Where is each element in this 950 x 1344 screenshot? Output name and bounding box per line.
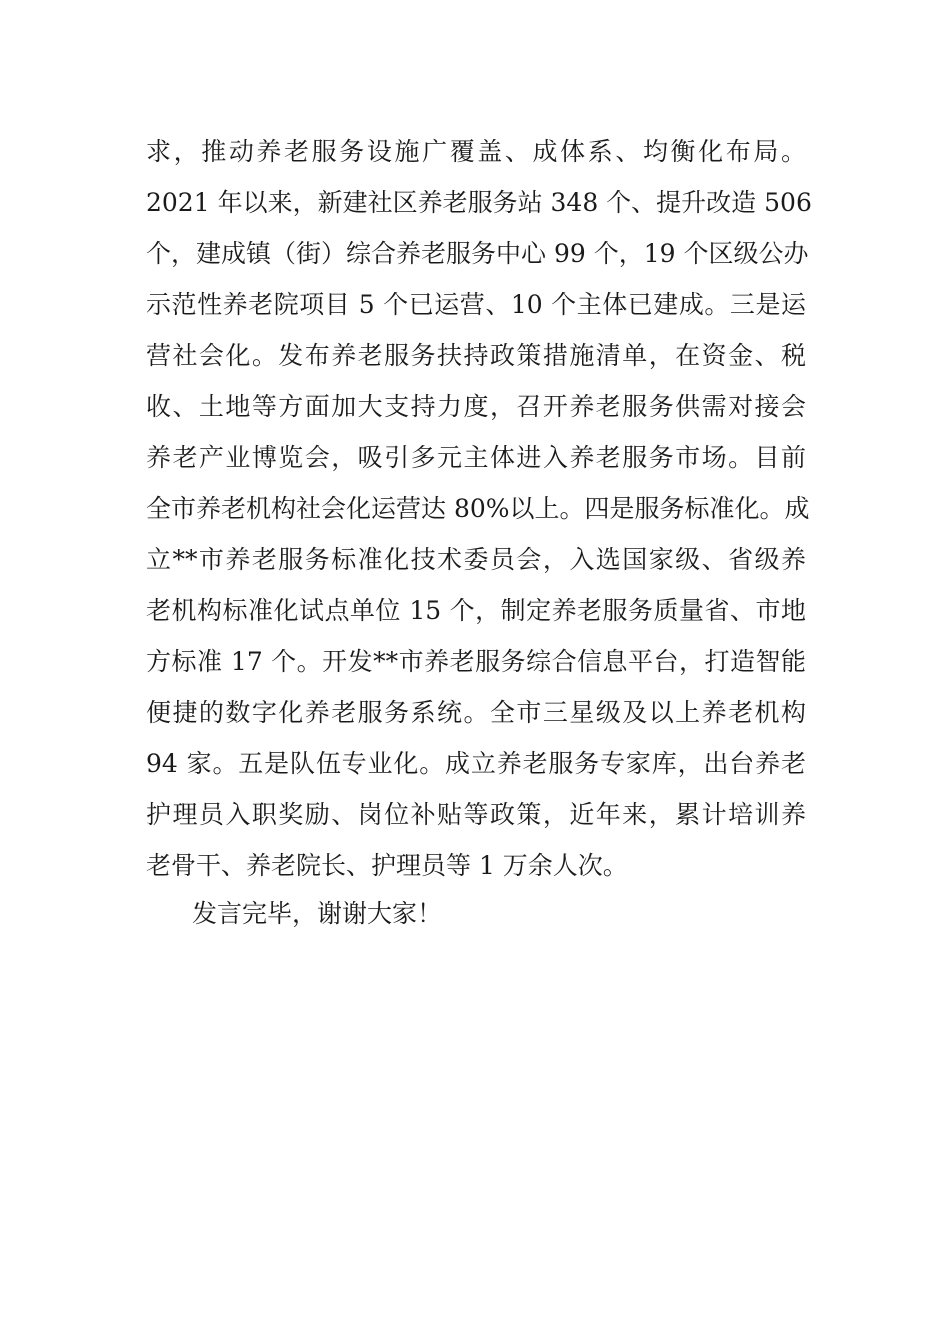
paragraph-line: 养老产业博览会，吸引多元主体进入养老服务市场。目前: [146, 443, 806, 472]
paragraph-line: 全市养老机构社会化运营达 80%以上。四是服务标准化。成: [146, 494, 810, 523]
paragraph-line: 老骨干、养老院长、护理员等 1 万余人次。: [146, 851, 628, 880]
paragraph-line: 立**市养老服务标准化技术委员会，入选国家级、省级养: [146, 545, 806, 574]
paragraph-line: 营社会化。发布养老服务扶持政策措施清单，在资金、税: [146, 341, 806, 370]
paragraph-line: 示范性养老院项目 5 个已运营、10 个主体已建成。三是运: [146, 290, 806, 319]
paragraph-line: 个，建成镇（街）综合养老服务中心 99 个，19 个区级公办: [146, 239, 809, 268]
paragraph-line: 求，推动养老服务设施广覆盖、成体系、均衡化布局。: [146, 137, 806, 166]
closing-remark: 发言完毕，谢谢大家！: [192, 899, 443, 928]
paragraph-line: 方标准 17 个。开发**市养老服务综合信息平台，打造智能: [146, 647, 806, 676]
paragraph-line: 收、土地等方面加大支持力度，召开养老服务供需对接会: [146, 392, 806, 421]
paragraph-line: 护理员入职奖励、岗位补贴等政策，近年来，累计培训养: [146, 800, 806, 829]
paragraph-line: 94 家。五是队伍专业化。成立养老服务专家库，出台养老: [146, 749, 806, 778]
body-paragraph: [146, 126, 812, 891]
paragraph-line: 便捷的数字化养老服务系统。全市三星级及以上养老机构: [146, 698, 806, 727]
paragraph-line: 老机构标准化试点单位 15 个，制定养老服务质量省、市地: [146, 596, 806, 625]
paragraph-line: 2021 年以来，新建社区养老服务站 348 个、提升改造 506: [146, 188, 812, 217]
